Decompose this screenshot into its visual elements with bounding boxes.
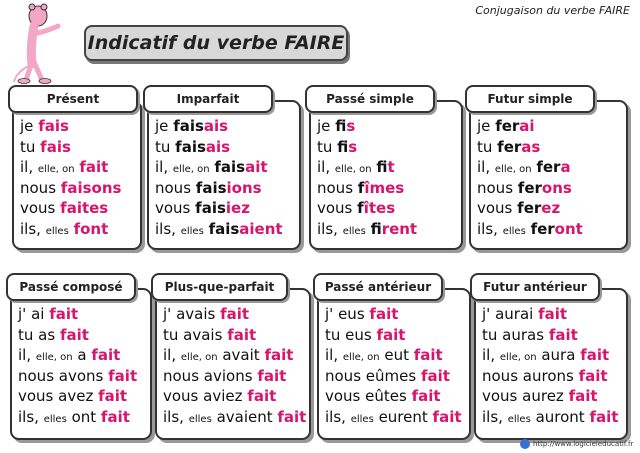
footer bbox=[520, 439, 633, 449]
pronoun-small: elles bbox=[502, 225, 526, 237]
header-note: Conjugaison du verbe FAIRE bbox=[475, 4, 630, 17]
pronoun: tu bbox=[163, 325, 179, 344]
verb-ending: fais bbox=[38, 117, 69, 135]
conjugation-line bbox=[317, 137, 457, 158]
pronoun: nous bbox=[482, 366, 519, 385]
conjugation-line bbox=[317, 116, 457, 137]
past-participle: fait bbox=[420, 366, 450, 385]
pronoun: nous bbox=[155, 178, 192, 197]
pronoun: tu bbox=[325, 325, 341, 344]
tense-card bbox=[469, 100, 628, 250]
tense-tab bbox=[143, 85, 273, 113]
past-participle: fait bbox=[578, 366, 608, 385]
pronoun: il, bbox=[163, 346, 177, 364]
pronoun-small: elles bbox=[342, 225, 366, 237]
pronoun: vous bbox=[317, 199, 353, 217]
auxiliary: avions bbox=[203, 366, 253, 385]
past-participle: fait bbox=[376, 325, 406, 344]
conjugation-list bbox=[325, 304, 465, 427]
tense-name: Imparfait bbox=[176, 92, 240, 106]
verb-stem: f bbox=[370, 219, 382, 238]
verb-ending: îtes bbox=[363, 199, 396, 217]
pronoun: tu bbox=[18, 325, 34, 344]
conjugation-line bbox=[20, 137, 136, 158]
past-participle: fait bbox=[411, 387, 441, 405]
conjugation-line bbox=[20, 198, 136, 219]
pronoun: il, bbox=[325, 346, 339, 364]
pink-panther-mascot bbox=[8, 2, 78, 84]
conjugation-line bbox=[163, 386, 305, 407]
page-title: Indicatif du verbe FAIRE bbox=[87, 32, 345, 54]
auxiliary: aurai bbox=[495, 305, 534, 323]
auxiliary: ai bbox=[31, 305, 45, 323]
conjugation-line bbox=[155, 219, 295, 240]
verb-ending: ais bbox=[205, 137, 231, 156]
verb-ending: font bbox=[73, 219, 109, 238]
verb-stem: fais bbox=[195, 178, 227, 197]
pronoun: tu bbox=[155, 137, 171, 156]
verb-ending: ait bbox=[245, 158, 268, 176]
tense-card bbox=[474, 288, 628, 440]
pronoun: il, bbox=[477, 158, 491, 176]
past-participle: fait bbox=[220, 305, 250, 323]
verb-stem: fer bbox=[517, 178, 542, 197]
conjugation-list bbox=[20, 116, 136, 239]
pronoun: nous bbox=[477, 178, 514, 197]
conjugation-list bbox=[317, 116, 457, 239]
pronoun: j' bbox=[163, 305, 172, 323]
conjugation-line bbox=[482, 386, 622, 407]
tense-card bbox=[309, 100, 463, 250]
pronoun: ils, bbox=[477, 219, 498, 238]
verb-stem: f bbox=[337, 137, 349, 156]
verb-stem: fer bbox=[517, 199, 542, 217]
conjugation-line bbox=[20, 157, 136, 178]
conjugation-line bbox=[163, 407, 305, 428]
auxiliary: aura bbox=[541, 346, 576, 364]
conjugation-line bbox=[325, 366, 465, 387]
pronoun: vous bbox=[477, 199, 513, 217]
conjugation-line bbox=[163, 345, 305, 366]
tense-tab bbox=[6, 273, 136, 301]
conjugation-line bbox=[163, 325, 305, 346]
verb-stem: fais bbox=[173, 117, 204, 135]
past-participle: fait bbox=[277, 407, 307, 426]
tense-tab bbox=[465, 85, 595, 113]
conjugation-line bbox=[18, 304, 146, 325]
globe-icon bbox=[520, 439, 530, 449]
conjugation-line bbox=[482, 366, 622, 387]
verb-ending: ions bbox=[226, 178, 262, 197]
past-participle: fait bbox=[247, 387, 277, 405]
pronoun-small: elle, on bbox=[37, 164, 75, 175]
tense-card bbox=[317, 288, 471, 440]
past-participle: fait bbox=[108, 366, 138, 385]
pronoun-small: elle, on bbox=[172, 164, 210, 175]
conjugation-list bbox=[18, 304, 146, 427]
auxiliary: avons bbox=[58, 366, 104, 385]
pronoun-small: elle, on bbox=[494, 164, 532, 175]
verb-ending: is bbox=[346, 117, 356, 135]
auxiliary: aurez bbox=[522, 387, 564, 405]
past-participle: fait bbox=[98, 387, 128, 405]
conjugation-line bbox=[477, 219, 622, 240]
conjugation-line bbox=[477, 157, 622, 178]
pronoun: vous bbox=[325, 387, 361, 405]
past-participle: fait bbox=[580, 346, 610, 364]
conjugation-line bbox=[18, 325, 146, 346]
pronoun: ils, bbox=[163, 407, 184, 426]
pronoun-small: elle, on bbox=[342, 352, 380, 363]
auxiliary: eus bbox=[338, 305, 365, 323]
tense-tab bbox=[313, 273, 443, 301]
tense-name: Futur simple bbox=[487, 92, 573, 106]
auxiliary: eûtes bbox=[365, 387, 407, 405]
pronoun: nous bbox=[18, 366, 55, 385]
tense-tab bbox=[470, 273, 600, 301]
verb-stem: fais bbox=[208, 219, 240, 238]
pronoun-small: elle, on bbox=[35, 352, 73, 363]
auxiliary: avait bbox=[222, 346, 260, 364]
conjugation-line bbox=[482, 345, 622, 366]
verb-ending: ez bbox=[541, 199, 561, 217]
conjugation-line bbox=[163, 366, 305, 387]
tense-name: Passé composé bbox=[19, 280, 123, 294]
past-participle: fait bbox=[413, 346, 443, 364]
pronoun: vous bbox=[163, 387, 199, 405]
conjugation-list bbox=[477, 116, 622, 239]
verb-ending: is bbox=[348, 137, 358, 156]
verb-stem: fer bbox=[495, 117, 520, 135]
pronoun: tu bbox=[482, 325, 498, 344]
conjugation-line bbox=[482, 325, 622, 346]
conjugation-line bbox=[317, 157, 457, 178]
past-participle: fait bbox=[568, 387, 598, 405]
verb-ending: faites bbox=[60, 199, 109, 217]
verb-stem: f bbox=[357, 199, 364, 217]
pronoun-small: elle, on bbox=[334, 164, 372, 175]
past-participle: fait bbox=[432, 407, 462, 426]
pronoun: il, bbox=[20, 158, 34, 176]
verb-stem: fer bbox=[497, 137, 522, 156]
pronoun-small: elles bbox=[188, 413, 212, 425]
conjugation-list bbox=[155, 116, 295, 239]
pronoun: il, bbox=[18, 346, 32, 364]
verb-ending: ont bbox=[554, 219, 583, 238]
auxiliary: auras bbox=[502, 325, 545, 344]
pronoun: j' bbox=[325, 305, 334, 323]
tense-card bbox=[12, 100, 142, 250]
conjugation-line bbox=[18, 366, 146, 387]
auxiliary: avais bbox=[176, 305, 216, 323]
past-participle: fait bbox=[49, 305, 79, 323]
auxiliary: a bbox=[77, 346, 87, 364]
pronoun: nous bbox=[317, 178, 354, 197]
pronoun: j' bbox=[18, 305, 27, 323]
conjugation-line bbox=[18, 386, 146, 407]
tense-name: Passé antérieur bbox=[324, 280, 432, 294]
tense-name: Plus-que-parfait bbox=[164, 280, 275, 294]
past-participle: fait bbox=[257, 366, 287, 385]
pronoun: nous bbox=[163, 366, 200, 385]
conjugation-list bbox=[482, 304, 622, 427]
pronoun: vous bbox=[18, 387, 54, 405]
auxiliary: auront bbox=[535, 407, 585, 426]
past-participle: fait bbox=[538, 305, 568, 323]
auxiliary: avais bbox=[183, 325, 223, 344]
past-participle: fait bbox=[59, 325, 89, 344]
pronoun-small: elles bbox=[45, 225, 69, 237]
pronoun: j' bbox=[482, 305, 491, 323]
pronoun: je bbox=[20, 117, 34, 135]
pronoun: vous bbox=[155, 199, 191, 217]
conjugation-line bbox=[325, 304, 465, 325]
pronoun: je bbox=[155, 117, 169, 135]
pronoun: tu bbox=[477, 137, 493, 156]
verb-ending: it bbox=[387, 158, 395, 176]
auxiliary: eûmes bbox=[365, 366, 417, 385]
conjugation-line bbox=[477, 178, 622, 199]
pronoun-small: elles bbox=[507, 413, 531, 425]
pronoun-small: elles bbox=[350, 413, 374, 425]
pronoun: ils, bbox=[155, 219, 176, 238]
pronoun: il, bbox=[482, 346, 496, 364]
verb-ending: aient bbox=[239, 219, 283, 238]
tense-name: Futur antérieur bbox=[483, 280, 587, 294]
pronoun: il, bbox=[317, 158, 331, 176]
page-title-box bbox=[84, 25, 348, 61]
conjugation-line bbox=[155, 178, 295, 199]
verb-ending: ai bbox=[519, 117, 535, 135]
pronoun-small: elle, on bbox=[180, 352, 218, 363]
auxiliary: eus bbox=[345, 325, 372, 344]
pronoun-small: elles bbox=[43, 413, 67, 425]
pronoun: je bbox=[317, 117, 331, 135]
verb-ending: a bbox=[560, 158, 571, 176]
verb-stem: f bbox=[376, 158, 388, 176]
auxiliary: aviez bbox=[203, 387, 243, 405]
verb-stem: f bbox=[335, 117, 347, 135]
tense-tab bbox=[151, 273, 288, 301]
conjugation-line bbox=[163, 304, 305, 325]
past-participle: fait bbox=[91, 346, 121, 364]
conjugation-line bbox=[477, 116, 622, 137]
past-participle: fait bbox=[227, 325, 257, 344]
footer-url[interactable]: http://www.logicieleducatif.fr bbox=[533, 440, 634, 448]
conjugation-line bbox=[20, 219, 136, 240]
conjugation-line bbox=[482, 407, 622, 428]
verb-stem: fer bbox=[530, 219, 555, 238]
pronoun: tu bbox=[20, 137, 36, 156]
auxiliary: aurons bbox=[522, 366, 574, 385]
pronoun: il, bbox=[155, 158, 169, 176]
conjugation-line bbox=[317, 198, 457, 219]
pronoun: tu bbox=[317, 137, 333, 156]
verb-ending: fait bbox=[79, 158, 109, 176]
conjugation-line bbox=[325, 345, 465, 366]
conjugation-line bbox=[155, 198, 295, 219]
past-participle: fait bbox=[100, 407, 130, 426]
conjugation-line bbox=[18, 345, 146, 366]
verb-ending: irent bbox=[381, 219, 418, 238]
auxiliary: ont bbox=[71, 407, 97, 426]
verb-ending: fais bbox=[40, 137, 71, 156]
verb-stem: fais bbox=[175, 137, 206, 156]
verb-ending: îmes bbox=[364, 178, 405, 197]
tense-card bbox=[10, 288, 152, 440]
conjugation-line bbox=[317, 219, 457, 240]
auxiliary: eut bbox=[384, 346, 409, 364]
tense-name: Passé simple bbox=[326, 92, 414, 106]
auxiliary: eurent bbox=[378, 407, 428, 426]
tense-card bbox=[147, 100, 301, 250]
conjugation-line bbox=[477, 137, 622, 158]
conjugation-list bbox=[163, 304, 305, 427]
conjugation-line bbox=[155, 137, 295, 158]
conjugation-line bbox=[325, 325, 465, 346]
verb-stem: fais bbox=[195, 199, 226, 217]
verb-ending: as bbox=[521, 137, 541, 156]
conjugation-line bbox=[155, 116, 295, 137]
conjugation-line bbox=[325, 407, 465, 428]
past-participle: fait bbox=[548, 325, 578, 344]
conjugation-line bbox=[20, 116, 136, 137]
tense-tab bbox=[305, 85, 435, 113]
pronoun: nous bbox=[20, 178, 57, 197]
past-participle: fait bbox=[589, 407, 619, 426]
conjugation-line bbox=[155, 157, 295, 178]
pronoun: ils, bbox=[482, 407, 503, 426]
conjugation-line bbox=[317, 178, 457, 199]
pronoun: vous bbox=[482, 387, 518, 405]
pronoun: ils, bbox=[18, 407, 39, 426]
verb-ending: ons bbox=[541, 178, 572, 197]
tense-tab bbox=[8, 85, 138, 113]
pronoun: ils, bbox=[20, 219, 41, 238]
conjugation-line bbox=[482, 304, 622, 325]
auxiliary: avaient bbox=[216, 407, 273, 426]
verb-ending: faisons bbox=[60, 178, 122, 197]
verb-ending: ais bbox=[203, 117, 229, 135]
conjugation-line bbox=[477, 198, 622, 219]
conjugation-line bbox=[20, 178, 136, 199]
auxiliary: avez bbox=[58, 387, 94, 405]
tense-name: Présent bbox=[46, 92, 100, 106]
pronoun-small: elle, on bbox=[499, 352, 537, 363]
verb-stem: fer bbox=[536, 158, 561, 176]
tense-card bbox=[155, 288, 311, 440]
pronoun: ils, bbox=[317, 219, 338, 238]
pronoun: vous bbox=[20, 199, 56, 217]
pronoun: ils, bbox=[325, 407, 346, 426]
verb-ending: iez bbox=[225, 199, 250, 217]
past-participle: fait bbox=[369, 305, 399, 323]
past-participle: fait bbox=[264, 346, 294, 364]
pronoun-small: elles bbox=[180, 225, 204, 237]
verb-stem: fais bbox=[214, 158, 246, 176]
pronoun: nous bbox=[325, 366, 362, 385]
pronoun: je bbox=[477, 117, 491, 135]
conjugation-line bbox=[325, 386, 465, 407]
verb-stem: f bbox=[357, 178, 365, 197]
auxiliary: as bbox=[38, 325, 56, 344]
conjugation-line bbox=[18, 407, 146, 428]
